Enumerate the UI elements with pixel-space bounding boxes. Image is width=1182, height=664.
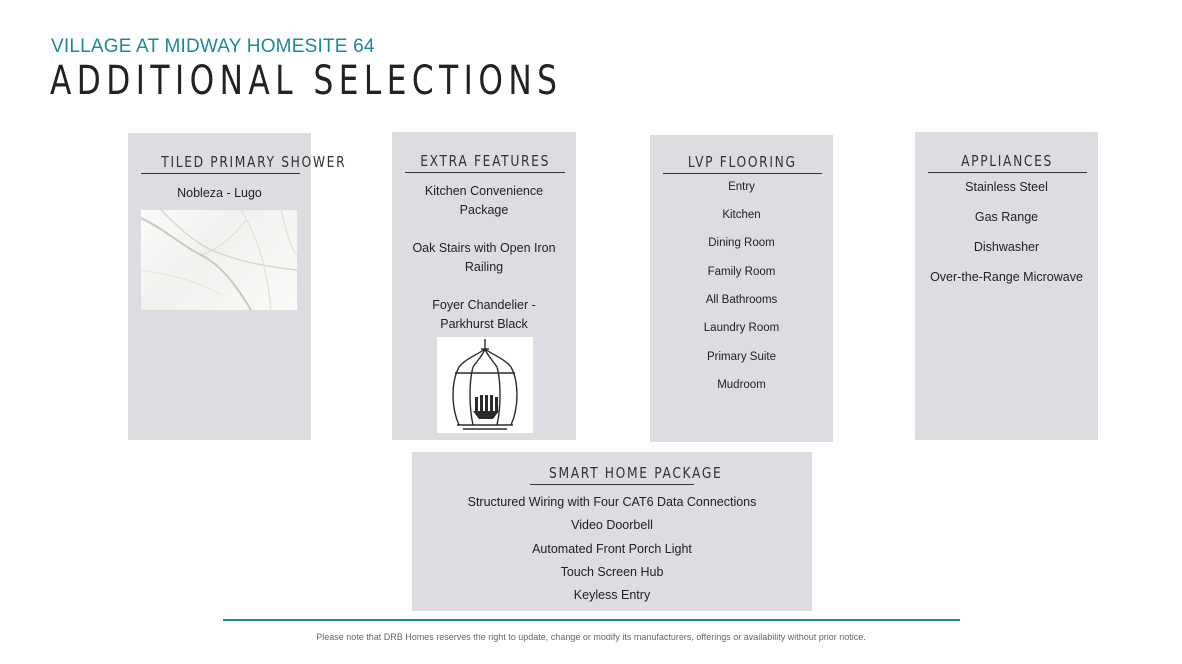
shower-item: Nobleza - Lugo bbox=[177, 186, 262, 200]
smart-item-porch-light: Automated Front Porch Light bbox=[532, 542, 692, 556]
extra-features-heading: EXTRA FEATURES bbox=[405, 152, 565, 173]
appliance-item-gas-range: Gas Range bbox=[974, 210, 1039, 224]
lvp-flooring-panel bbox=[650, 135, 833, 442]
smart-item-keyless-entry: Keyless Entry bbox=[573, 588, 651, 602]
smart-item-wiring: Structured Wiring with Four CAT6 Data Connections bbox=[467, 495, 757, 509]
homesite-subtitle: VILLAGE AT MIDWAY HOMESITE 64 bbox=[51, 36, 375, 57]
appliance-item-dishwasher: Dishwasher bbox=[973, 240, 1040, 254]
appliances-heading: APPLIANCES bbox=[928, 152, 1087, 173]
lvp-item-dining-room: Dining Room bbox=[708, 237, 775, 249]
shower-heading: TILED PRIMARY SHOWER bbox=[141, 153, 300, 174]
lvp-item-all-bathrooms: All Bathrooms bbox=[705, 294, 778, 306]
appliance-item-stainless: Stainless Steel bbox=[965, 180, 1048, 194]
extra-item-chandelier: Foyer Chandelier - Parkhurst Black bbox=[432, 298, 536, 331]
smart-home-heading: SMART HOME PACKAGE bbox=[530, 464, 694, 485]
smart-item-touch-screen: Touch Screen Hub bbox=[560, 565, 664, 579]
footer-divider bbox=[223, 619, 960, 621]
extra-features-panel bbox=[392, 132, 576, 440]
lvp-item-kitchen: Kitchen bbox=[722, 209, 761, 221]
appliances-panel bbox=[915, 132, 1098, 440]
lvp-item-primary-suite: Primary Suite bbox=[706, 351, 777, 363]
lvp-item-entry: Entry bbox=[728, 181, 755, 193]
shower-panel bbox=[128, 133, 347, 440]
lvp-flooring-heading: LVP FLOORING bbox=[663, 153, 822, 174]
lvp-item-family-room: Family Room bbox=[707, 266, 776, 278]
chandelier-image bbox=[437, 337, 533, 433]
page-title: ADDITIONAL SELECTIONS bbox=[50, 58, 563, 104]
extra-item-kitchen-package: Kitchen Convenience Package bbox=[424, 184, 544, 217]
smart-item-video-doorbell: Video Doorbell bbox=[571, 518, 653, 532]
smart-home-panel bbox=[412, 452, 812, 611]
lvp-item-laundry-room: Laundry Room bbox=[703, 322, 780, 334]
appliance-item-microwave: Over-the-Range Microwave bbox=[930, 270, 1083, 284]
lvp-item-mudroom: Mudroom bbox=[717, 379, 766, 391]
extra-item-oak-stairs: Oak Stairs with Open Iron Railing bbox=[412, 241, 556, 274]
footer-disclaimer: Please note that DRB Homes reserves the right to update, change or modify its manufacturers, offerings or availability without prior notice. bbox=[316, 632, 866, 642]
marble-tile-image bbox=[141, 210, 297, 310]
